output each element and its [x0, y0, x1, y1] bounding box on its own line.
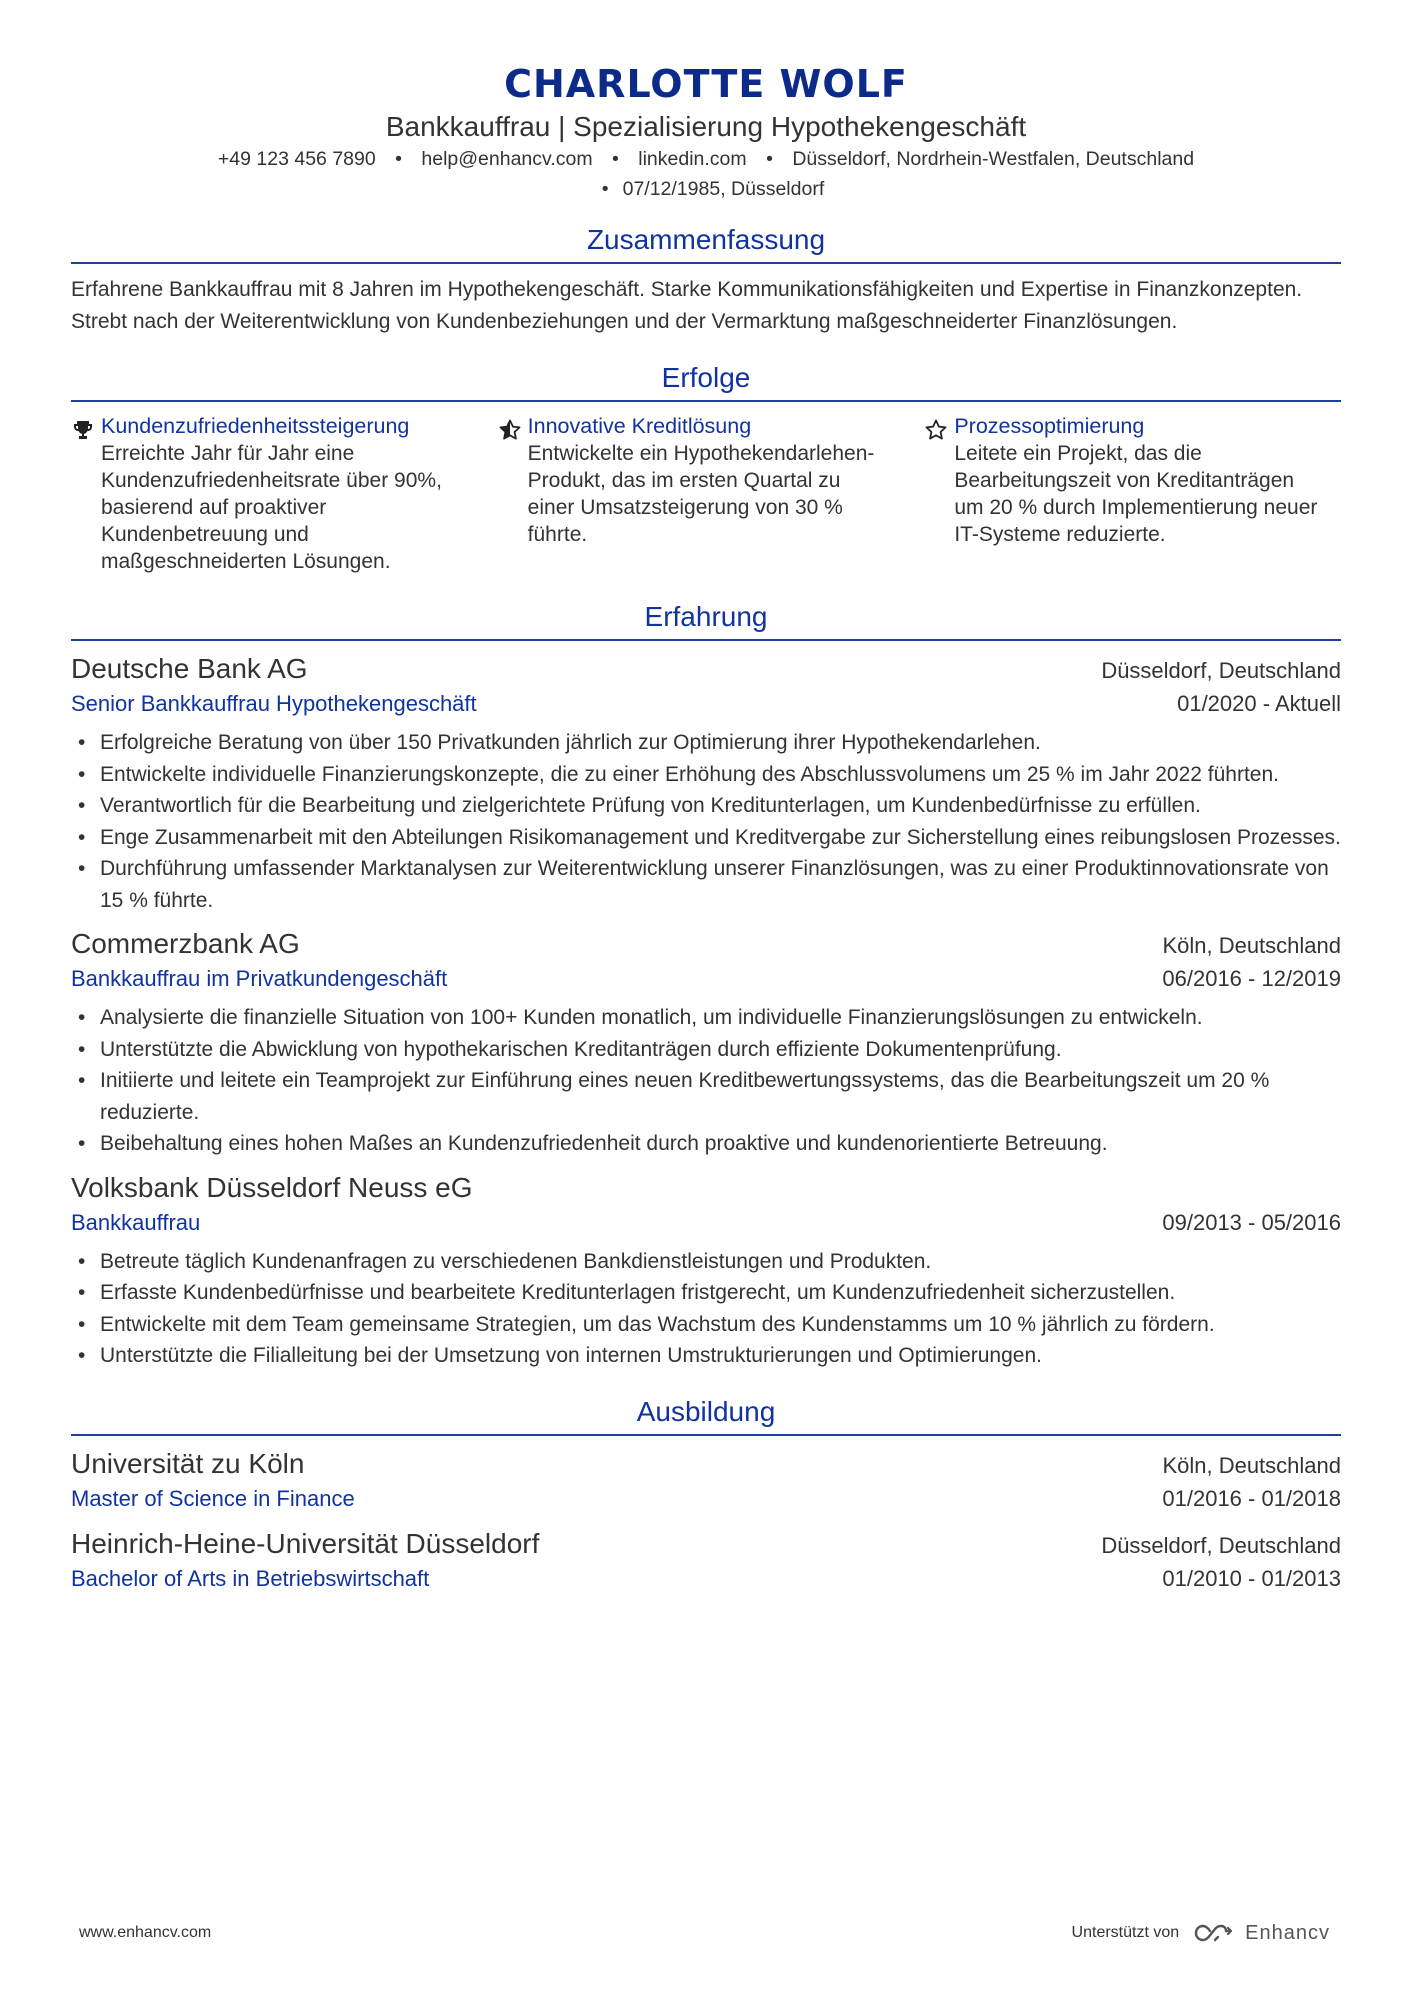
- entry-header: [71, 926, 1341, 962]
- summary-text: Erfahrene Bankkauffrau mit 8 Jahren im Hypothekengeschäft. Starke Kommunikationsfähigkeiten und Expertise in Finanzkonzepten. Strebt nach der Weiterentwicklung von Kundenbeziehungen und der Vermarktung maßgeschneiderter Finanzlösungen.: [71, 278, 1303, 333]
- bullet-item: • Unterstützte die Filialleitung bei der Umsetzung von internen Umstrukturierungen und Optimierungen.: [71, 1340, 1341, 1372]
- bullet-item: • Unterstützte die Abwicklung von hypothekarischen Kreditanträgen durch effiziente Dokumentenprüfung.: [71, 1034, 1341, 1066]
- entry-dates: 06/2016 - 12/2019: [1162, 966, 1341, 991]
- bullet-item: • Betreute täglich Kundenanfragen zu verschiedenen Bankdienstleistungen und Produkten.: [71, 1246, 1341, 1278]
- company-name: Commerzbank AG: [71, 928, 300, 959]
- section-divider: [71, 1434, 1341, 1436]
- candidate-headline: Bankkauffrau | Spezialisierung Hypothekengeschäft: [385, 111, 1027, 142]
- entry-dates: 01/2010 - 01/2013: [1162, 1565, 1341, 1591]
- experience-entry: [71, 1170, 1341, 1372]
- degree: Master of Science in Finance: [71, 1485, 355, 1511]
- bullet-separator: •: [766, 148, 773, 170]
- brand-name: Enhancv: [1245, 1921, 1330, 1944]
- experience-section: [71, 599, 1341, 1372]
- school-name: Universität zu Köln: [71, 1447, 305, 1479]
- company-name: Volksbank Düsseldorf Neuss eG: [71, 1171, 473, 1203]
- education-entry: [71, 1446, 1341, 1516]
- footer-website[interactable]: www.enhancv.com: [79, 1924, 212, 1941]
- section-title: Erfahrung: [644, 601, 768, 632]
- bullet-item: • Enge Zusammenarbeit mit den Abteilungen Risikomanagement und Kreditvergabe zur Sicherstellung eines reibungslosen Prozesses.: [71, 822, 1341, 854]
- entry-dates: 01/2020 - Aktuell: [1177, 691, 1341, 716]
- infinity-logo-icon: [1191, 1921, 1237, 1945]
- trophy-icon: [71, 412, 101, 575]
- entry-subheader: [71, 1206, 1341, 1240]
- section-title: Ausbildung: [636, 1395, 776, 1427]
- phone: +49 123 456 7890: [217, 148, 376, 170]
- bullet-item: • Durchführung umfassender Marktanalysen zur Weiterentwicklung unserer Finanzlösungen, was zu einer Produktinnovationsrate von 15 % führte.: [71, 853, 1341, 916]
- bullet-separator: •: [601, 178, 609, 200]
- achievement-body: [954, 412, 1341, 575]
- entry-dates: 09/2013 - 05/2016: [1162, 1209, 1341, 1235]
- contact-line-2: [71, 174, 1341, 204]
- resume-content: [71, 60, 1341, 1596]
- achievement-desc: Erreichte Jahr für Jahr eine Kundenzufriedenheitsrate über 90%, basierend auf proaktiver Kundenbetreuung und maßgeschneiderten Lösungen.: [101, 442, 442, 573]
- contact-line-1: [71, 144, 1341, 174]
- star-outline-icon: [924, 412, 954, 575]
- bullet-separator: •: [612, 148, 619, 170]
- experience-entry: [71, 651, 1341, 916]
- bullet-item: • Verantwortlich für die Bearbeitung und zielgerichtete Prüfung von Kreditunterlagen, um Kundenbedürfnisse zu erfüllen.: [71, 790, 1341, 822]
- summary-section: [71, 222, 1341, 338]
- achievement-item: [71, 412, 488, 575]
- linkedin: linkedin.com: [638, 148, 747, 170]
- achievement-title: Innovative Kreditlösung: [527, 414, 752, 438]
- achievement-desc: Leitete ein Projekt, das die Bearbeitungszeit von Kreditanträgen um 20 % durch Implementierung neuer IT-Systeme reduzierte.: [954, 442, 1318, 546]
- birth-info: 07/12/1985, Düsseldorf: [622, 178, 825, 200]
- bullet-separator: •: [395, 148, 402, 170]
- bullet-item: • Analysierte die finanzielle Situation von 100+ Kunden monatlich, um individuelle Finanzierungslösungen zu entwickeln.: [71, 1002, 1341, 1034]
- job-title: Bankkauffrau im Privatkundengeschäft: [71, 966, 448, 991]
- entry-header: [71, 1526, 1341, 1562]
- achievements-grid: [71, 412, 1341, 575]
- section-title: Zusammenfassung: [586, 224, 826, 255]
- school-name: Heinrich-Heine-Universität Düsseldorf: [71, 1527, 540, 1559]
- achievement-title: Prozessoptimierung: [954, 414, 1145, 438]
- entry-subheader: [71, 1482, 1341, 1516]
- enhancv-logo[interactable]: [1191, 1921, 1330, 1945]
- achievement-desc: Entwickelte ein Hypothekendarlehen-Produkt, das im ersten Quartal zu einer Umsatzsteigerung von 30 % führte.: [527, 442, 875, 546]
- bullet-item: • Erfasste Kundenbedürfnisse und bearbeitete Kreditunterlagen fristgerecht, um Kundenzufriedenheit sicherzustellen.: [71, 1277, 1341, 1309]
- page-footer: [79, 1918, 1330, 1948]
- section-divider: [71, 262, 1341, 264]
- entry-location: Köln, Deutschland: [1162, 1452, 1341, 1478]
- achievement-body: [528, 412, 915, 575]
- candidate-name: CHARLOTTE WOLF: [504, 62, 908, 106]
- degree: Bachelor of Arts in Betriebswirtschaft: [71, 1565, 430, 1591]
- bullet-item: • Beibehaltung eines hohen Maßes an Kundenzufriedenheit durch proaktive und kundenorientierte Betreuung.: [71, 1128, 1341, 1160]
- contact-info: [71, 144, 1341, 204]
- bullet-item: • Initiierte und leitete ein Teamprojekt zur Einführung eines neuen Kreditbewertungssystems, das die Bearbeitungszeit um 20 % reduzierte.: [71, 1065, 1341, 1128]
- experience-entry: [71, 926, 1341, 1160]
- address: Düsseldorf, Nordrhein-Westfalen, Deutschland: [792, 148, 1195, 170]
- section-divider: [71, 400, 1341, 402]
- education-section: [71, 1394, 1341, 1596]
- job-title: Senior Bankkauffrau Hypothekengeschäft: [71, 691, 477, 716]
- powered-by-label: Unterstützt von: [1071, 1924, 1180, 1941]
- bullet-list: [71, 1246, 1341, 1372]
- entry-dates: 01/2016 - 01/2018: [1162, 1485, 1341, 1511]
- bullet-list: [71, 727, 1341, 916]
- entry-subheader: [71, 962, 1341, 996]
- bullet-list: [71, 1002, 1341, 1160]
- entry-subheader: [71, 687, 1341, 721]
- entry-location: Düsseldorf, Deutschland: [1101, 1532, 1341, 1558]
- email: help@enhancv.com: [421, 148, 593, 170]
- entry-header: [71, 1446, 1341, 1482]
- bullet-item: • Entwickelte mit dem Team gemeinsame Strategien, um das Wachstum des Kundenstamms um 10 % jährlich zu fördern.: [71, 1309, 1341, 1341]
- job-title: Bankkauffrau: [71, 1209, 201, 1235]
- achievements-section: [71, 360, 1341, 575]
- entry-header: [71, 1170, 1341, 1206]
- achievement-body: [101, 412, 488, 575]
- achievement-item: [924, 412, 1341, 575]
- section-title: Erfolge: [661, 362, 751, 393]
- achievement-title: Kundenzufriedenheitssteigerung: [101, 414, 410, 438]
- company-name: Deutsche Bank AG: [71, 653, 308, 684]
- bullet-item: • Erfolgreiche Beratung von über 150 Privatkunden jährlich zur Optimierung ihrer Hypothekendarlehen.: [71, 727, 1341, 759]
- resume-header: [71, 60, 1341, 204]
- entry-location: Düsseldorf, Deutschland: [1101, 658, 1341, 683]
- bullet-item: • Entwickelte individuelle Finanzierungskonzepte, die zu einer Erhöhung des Abschlussvolumens um 25 % im Jahr 2022 führten.: [71, 759, 1341, 791]
- footer-branding: [1072, 1921, 1330, 1945]
- entry-subheader: [71, 1562, 1341, 1596]
- star-half-icon: [498, 412, 528, 575]
- entry-header: [71, 651, 1341, 687]
- achievement-item: [498, 412, 915, 575]
- entry-location: Köln, Deutschland: [1162, 933, 1341, 958]
- education-entry: [71, 1526, 1341, 1596]
- section-divider: [71, 639, 1341, 641]
